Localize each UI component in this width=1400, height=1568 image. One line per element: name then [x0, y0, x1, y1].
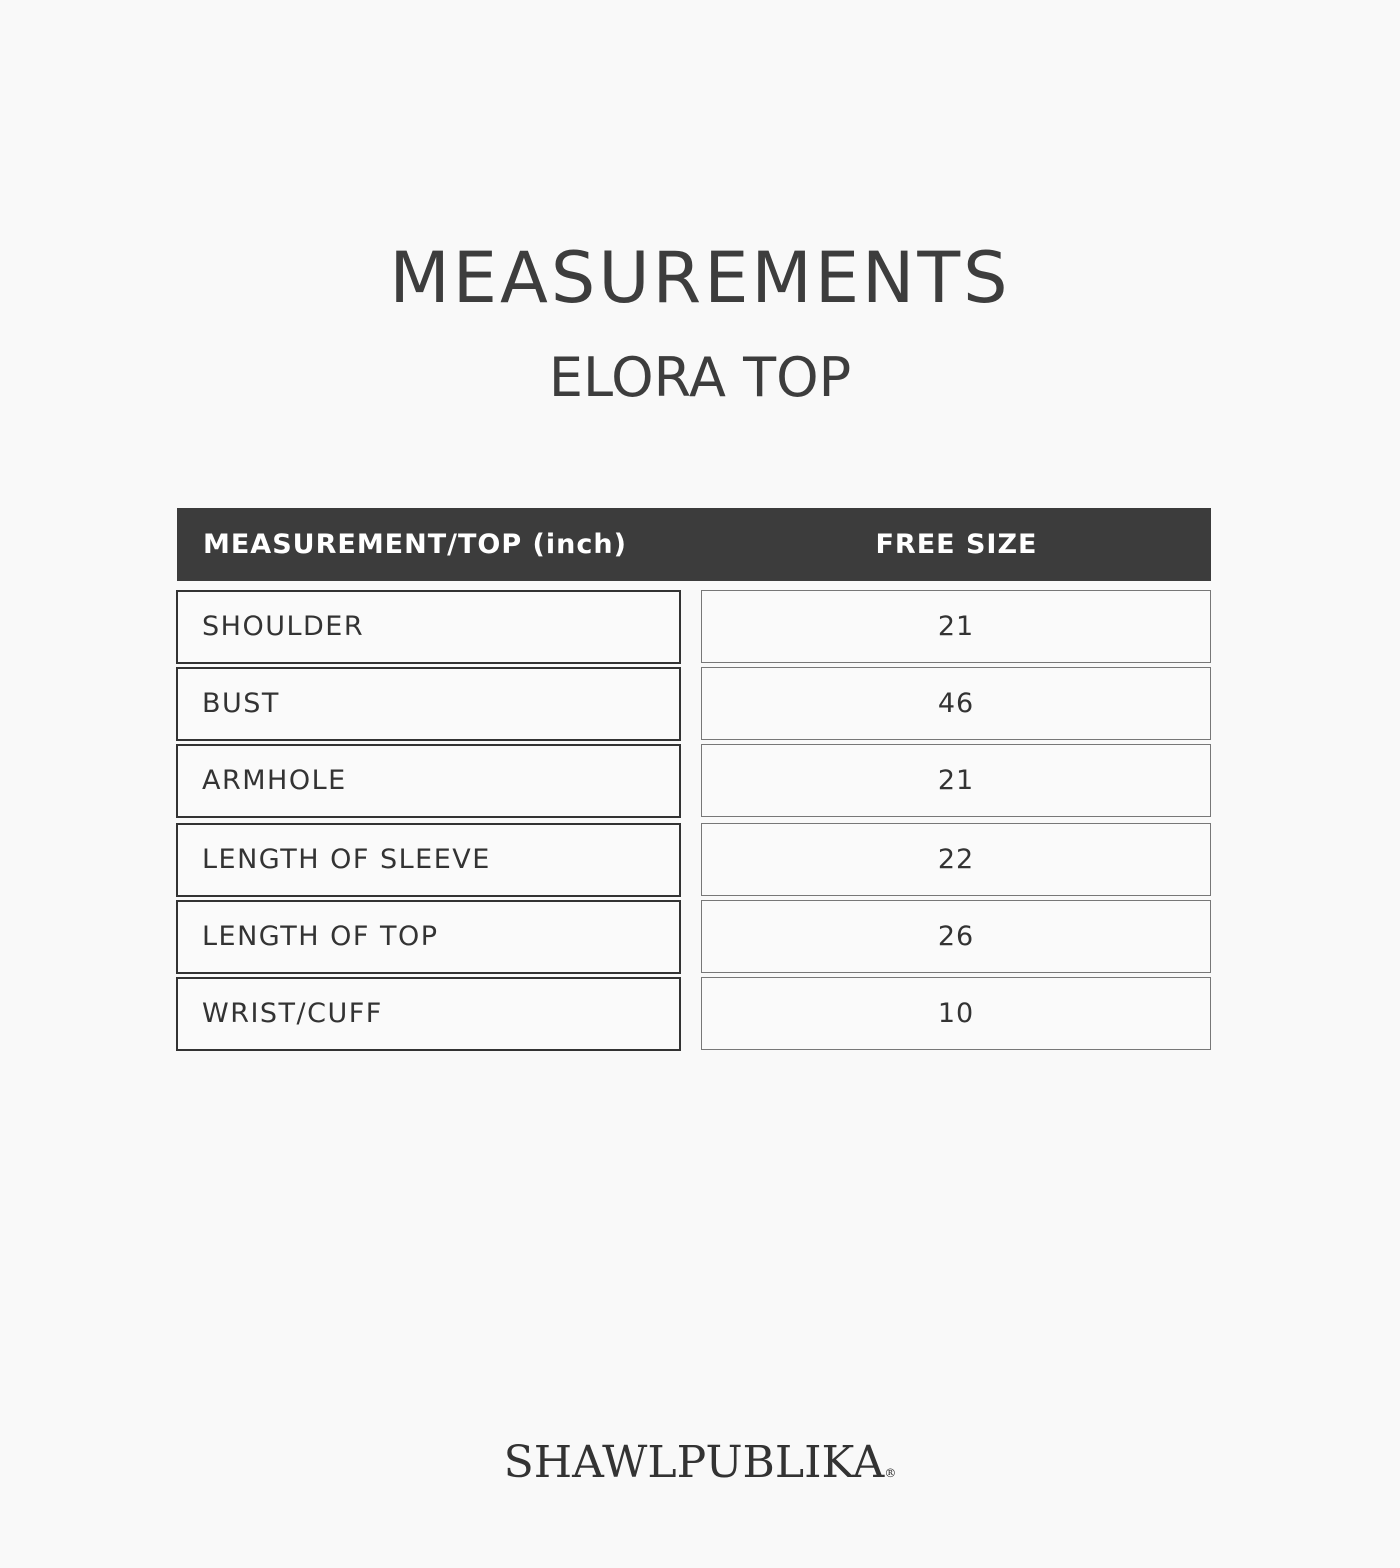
table-row-label — [176, 823, 681, 897]
table-row-label — [176, 977, 681, 1051]
row-value-shoulder: 21 — [937, 611, 975, 642]
row-label-top-length: LENGTH OF TOP — [202, 921, 439, 952]
table-row-label — [176, 667, 681, 741]
registered-mark: ® — [884, 1466, 897, 1480]
table-row-value — [701, 977, 1211, 1050]
row-label-armhole: ARMHOLE — [202, 765, 347, 796]
page-title: MEASUREMENTS — [389, 237, 1011, 319]
row-value-wrist-cuff: 10 — [937, 998, 975, 1029]
table-row-value — [701, 823, 1211, 896]
brand-logo — [0, 1428, 1400, 1498]
header-size: FREE SIZE — [875, 529, 1038, 560]
row-label-shoulder: SHOULDER — [202, 611, 365, 642]
table-row-label — [176, 590, 681, 664]
row-value-top-length: 26 — [937, 921, 975, 952]
row-value-armhole: 21 — [937, 765, 975, 796]
table-row-value — [701, 744, 1211, 817]
product-name: ELORA TOP — [548, 346, 852, 409]
header-measurement: MEASUREMENT/TOP (inch) — [203, 529, 627, 560]
table-row-label — [176, 900, 681, 974]
row-value-bust: 46 — [937, 688, 975, 719]
table-row-value — [701, 590, 1211, 663]
table-row-label — [176, 744, 681, 818]
table-row-value — [701, 667, 1211, 740]
row-label-wrist-cuff: WRIST/CUFF — [202, 998, 383, 1029]
row-label-bust: BUST — [202, 688, 280, 719]
row-label-sleeve-length: LENGTH OF SLEEVE — [202, 844, 491, 875]
brand-logo-text: SHAWLPUBLIKA — [503, 1437, 885, 1488]
row-value-sleeve-length: 22 — [937, 844, 975, 875]
table-header — [177, 508, 1211, 581]
table-row-value — [701, 900, 1211, 973]
